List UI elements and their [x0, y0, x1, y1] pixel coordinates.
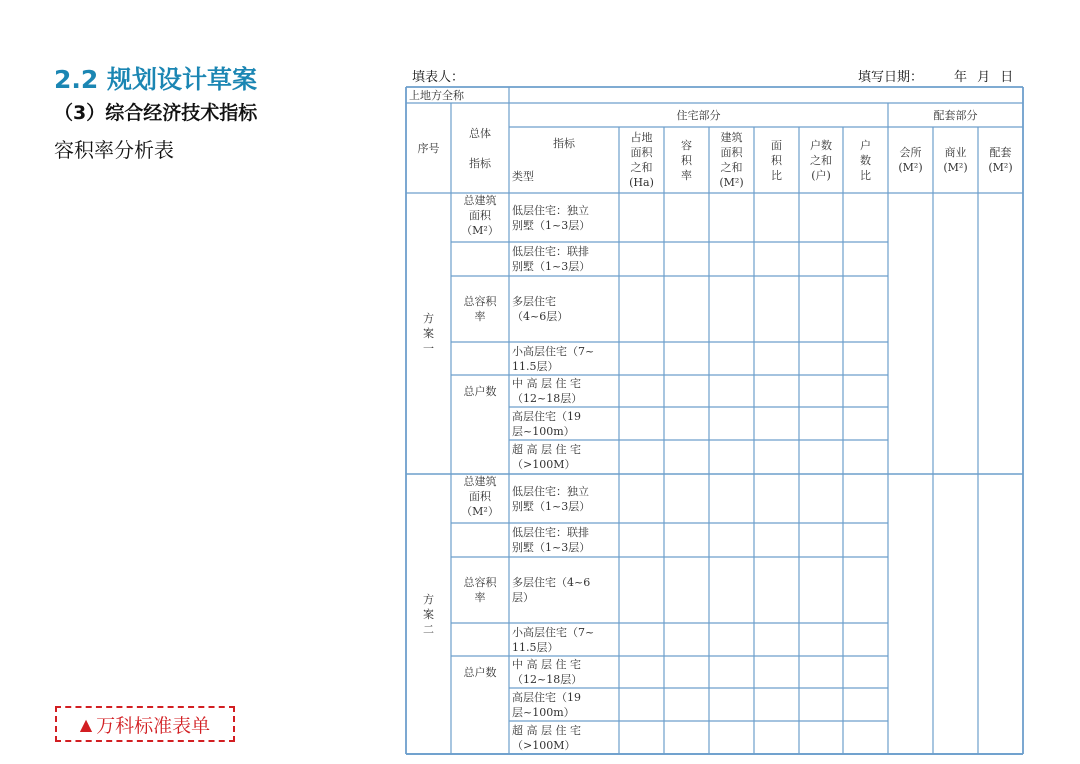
residential-type-row: 小高层住宅（7~ 11.5层） [512, 344, 595, 373]
col-header-residential-0: 占地 面积 之和 (Ha) [629, 131, 654, 189]
col-header-residential-4: 户数 之和 (户) [810, 138, 832, 182]
section-subtitle: （3）综合经济技术指标 [54, 102, 258, 124]
metric-total-far: 总容积 率 [463, 576, 497, 604]
date-label: 填写日期： [858, 70, 924, 85]
col-header-supporting-2: 配套 (M²) [988, 146, 1013, 174]
plan-name-1: 方 案 一 [423, 312, 434, 355]
residential-type-row: 低层住宅：独立 别墅（1~3层） [512, 484, 591, 513]
residential-type-row: 超 高 层 住 宅 （>100M） [512, 443, 581, 471]
group-header-supporting: 配套部分 [933, 108, 978, 122]
col-header-supporting-1: 商业 (M²) [943, 146, 968, 174]
plan-name-2: 方 案 二 [423, 592, 434, 636]
col-header-residential-2: 建筑 面积 之和 (M²) [719, 131, 744, 189]
section-title: 2.2 规划设计草案 [54, 65, 257, 94]
land-name-label: 上地方全称 [409, 88, 464, 102]
col-header-supporting-0: 会所 (M²) [898, 146, 923, 174]
metric-households: 总户数 [463, 665, 497, 679]
residential-type-row: 多层住宅 （4~6层） [512, 295, 569, 323]
filler-label: 填表人： [412, 70, 465, 85]
metric-total-area: 总建筑 面积 （M²） [461, 194, 499, 237]
col-header-residential-5: 户 数 比 [860, 138, 871, 182]
col-header-overall-index: 总体 指标 [469, 126, 491, 170]
residential-type-row: 小高层住宅（7~ 11.5层） [512, 625, 595, 654]
badge-label: 万科标准表单 [96, 714, 211, 737]
residential-type-row: 多层住宅（4~6 层） [512, 576, 591, 604]
residential-type-row: 超 高 层 住 宅 （>100M） [512, 723, 581, 752]
group-header-residential: 住宅部分 [676, 108, 721, 122]
residential-type-row: 低层住宅：独立 别墅（1~3层） [512, 203, 591, 232]
residential-type-row: 高层住宅（19 层~100m） [512, 690, 581, 719]
date-units: 年 月 日 [954, 70, 1014, 85]
col-header-residential-1: 容 积 率 [681, 138, 692, 182]
residential-type-row: 中 高 层 住 宅 （12~18层） [512, 658, 583, 686]
residential-type-row: 低层住宅：联排 别墅（1~3层） [512, 526, 591, 554]
triangle-up-icon: ▲ [79, 714, 93, 734]
residential-type-row: 低层住宅：联排 别墅（1~3层） [512, 245, 591, 273]
metric-households: 总户数 [463, 384, 497, 398]
table-description: 容积率分析表 [54, 138, 174, 162]
col-header-indicator: 指标 [553, 137, 575, 150]
residential-type-row: 中 高 层 住 宅 （12~18层） [512, 377, 583, 405]
residential-type-row: 高层住宅（19 层~100m） [512, 409, 581, 438]
metric-total-area: 总建筑 面积 （M²） [461, 475, 499, 518]
metric-total-far: 总容积 率 [463, 295, 497, 323]
col-header-residential-3: 面 积 比 [771, 138, 782, 182]
col-header-type: 类型 [512, 170, 534, 183]
col-header-seq: 序号 [417, 141, 440, 155]
